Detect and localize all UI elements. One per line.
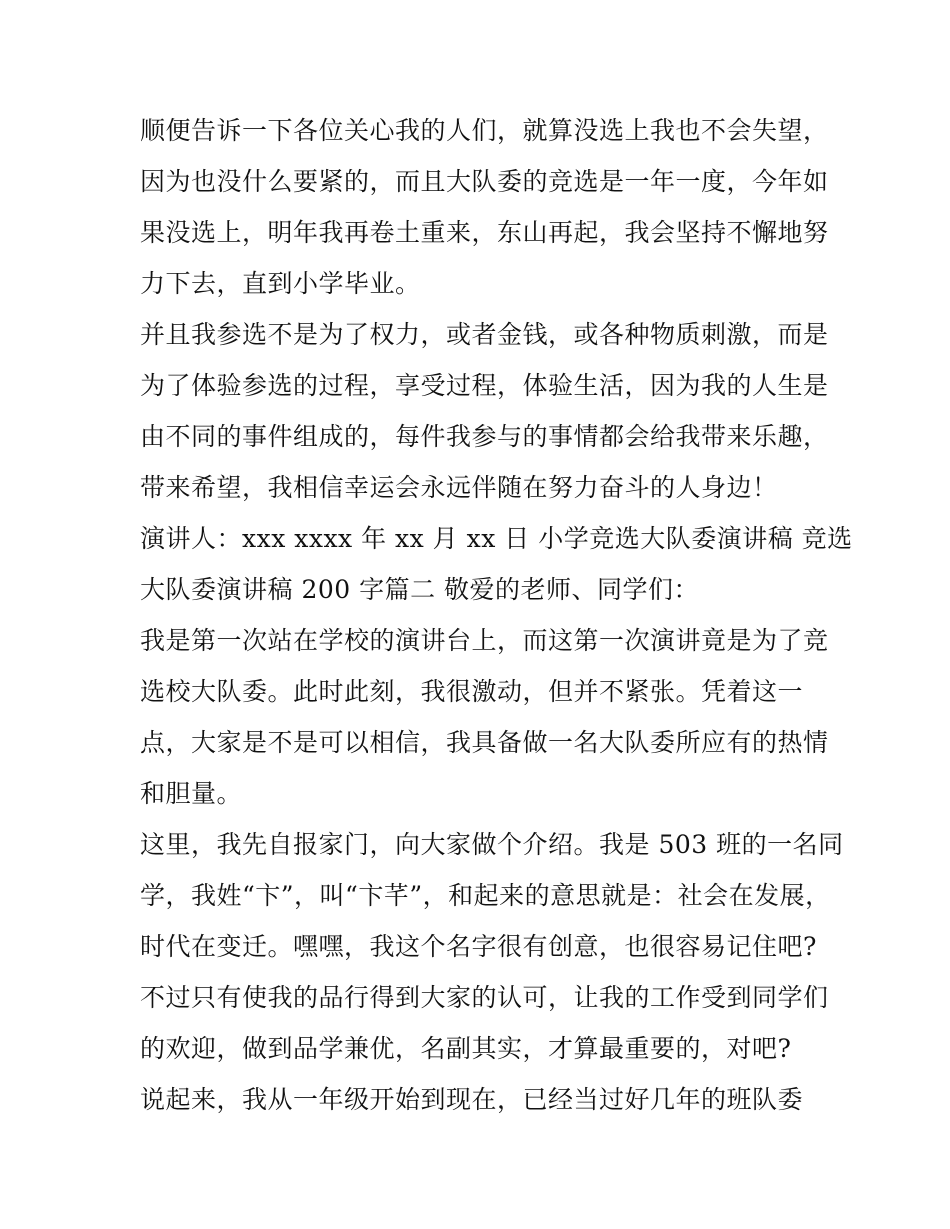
text-line: 并且我参选不是为了权力，或者金钱，或各种物质刺激，而是 xyxy=(140,320,829,349)
text-line: 因为也没什么要紧的，而且大队委的竞选是一年一度，今年如 xyxy=(140,167,829,196)
text-line: 力下去，直到小学毕业。 xyxy=(140,269,421,298)
text-line: 为了体验参选的过程，享受过程，体验生活，因为我的人生是 xyxy=(140,371,829,400)
text-line: 演讲人：xxx xxxx 年 xx 月 xx 日 小学竞选大队委演讲稿 竞选 xyxy=(140,524,853,553)
text-line: 我是第一次站在学校的演讲台上，而这第一次演讲竟是为了竞 xyxy=(140,626,829,655)
text-line: 的欢迎，做到品学兼优，名副其实，才算最重要的，对吧? xyxy=(140,1034,792,1063)
text-line: 带来希望，我相信幸运会永远伴随在努力奋斗的人身边！ xyxy=(140,473,778,502)
text-line: 大队委演讲稿 200 字篇二 敬爱的老师、同学们： xyxy=(140,575,700,604)
text-line: 果没选上，明年我再卷土重来，东山再起，我会坚持不懈地努 xyxy=(140,218,829,247)
text-line: 不过只有使我的品行得到大家的认可，让我的工作受到同学们 xyxy=(140,983,829,1012)
text-line: 和胆量。 xyxy=(140,779,243,808)
text-line: 说起来，我从一年级开始到现在，已经当过好几年的班队委 xyxy=(140,1085,804,1114)
text-line: 学，我姓“卞”，叫“卞芊”，和起来的意思就是：社会在发展， xyxy=(140,881,831,910)
text-line: 这里，我先自报家门，向大家做个介绍。我是 503 班的一名同 xyxy=(140,830,844,859)
document-body xyxy=(140,105,853,1125)
text-line: 点，大家是不是可以相信，我具备做一名大队委所应有的热情 xyxy=(140,728,829,757)
text-line: 时代在变迁。嘿嘿，我这个名字很有创意，也很容易记住吧? xyxy=(140,932,817,961)
text-line: 顺便告诉一下各位关心我的人们，就算没选上我也不会失望， xyxy=(140,116,829,145)
text-line: 选校大队委。此时此刻，我很激动，但并不紧张。凭着这一 xyxy=(140,677,804,706)
text-line: 由不同的事件组成的，每件我参与的事情都会给我带来乐趣， xyxy=(140,422,829,451)
